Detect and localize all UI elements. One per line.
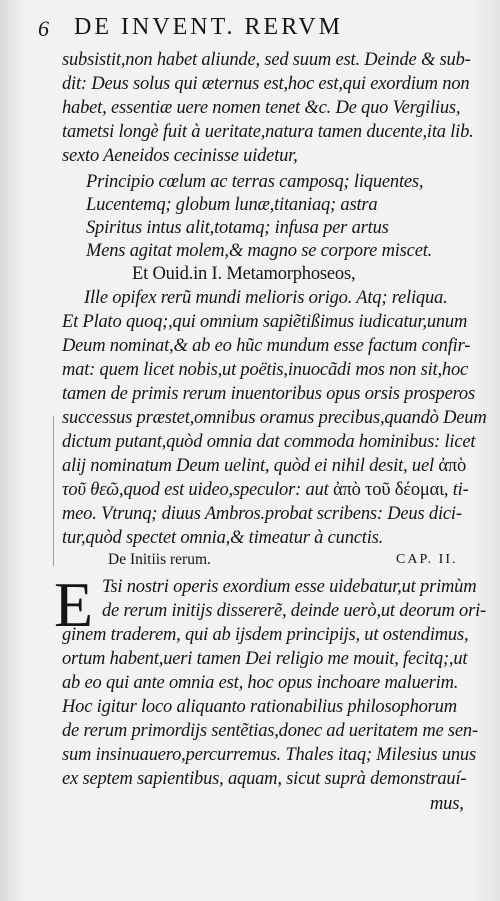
chapter-title: De Initiis rerum. (108, 551, 211, 568)
ovid-line: Ille opifex rerũ mundi melioris origo. Atq; reliqua. (84, 288, 448, 308)
text-line: ortum habent,ueri tamen Dei religio me mouit, fecitq;,ut (62, 649, 468, 669)
running-head: DE INVENT. RERVM (74, 14, 343, 40)
catchword: mus, (430, 794, 464, 814)
text-line: successus præstet,omnibus oramus precibus,quandò Deum (62, 408, 487, 428)
text-line: Tsi nostri operis exordium esse uidebatur,ut primùm (102, 577, 477, 597)
greek-word: ἀπὸ (438, 456, 467, 476)
text-line: habet, essentiæ uere nomen tenet &c. De quo Vergilius, (62, 98, 461, 118)
verse-line: Principio cœlum ac terras camposq; liquentes, (86, 172, 424, 192)
text-line: ginem traderem, qui ab ijsdem principijs, ut ostendimus, (62, 625, 469, 645)
greek-word: ἀπὸ τοῦ δέομαι, (332, 480, 449, 500)
text-line: mat: quem licet nobis,ut poëtis,inuocãdi mos non sit,hoc (62, 360, 469, 380)
text-line: tamen de primis rerum inuentoribus opus orsis prosperos (62, 384, 475, 404)
text-segment: τοῦ θεῶ,quod est uideo,speculor: aut (62, 480, 329, 500)
text-segment: ti- (452, 480, 469, 500)
text-line: tametsi longè fuit à ueritate,natura tamen ducente,ita lib. (62, 122, 474, 142)
text-line: sum insinuauero,percurremus. Thales itaq; Milesius unus (62, 745, 476, 765)
text-line: dictum putant,quòd omnia dat commoda hominibus: licet (62, 432, 476, 452)
text-line: subsistit,non habet aliunde, sed suum est. Deinde & sub- (62, 50, 471, 70)
verse-line: Mens agitat molem,& magno se corpore miscet. (86, 241, 433, 261)
text-line: Et Plato quoq;,qui omnium sapiẽtißimus iudicatur,unum (62, 312, 468, 332)
text-segment: alij nominatum Deum uelint, quòd ei nihil desit, uel (62, 456, 434, 476)
text-line: ab eo qui ante omnia est, hoc opus inchoare maluerim. (62, 673, 459, 693)
text-line: dit: Deus solus qui æternus est,hoc est,qui exordium non (62, 74, 470, 94)
text-line: meo. Vtrunq; diuus Ambros.probat scribens: Deus dici- (62, 504, 462, 524)
text-line: sexto Aeneidos cecinisse uidetur, (62, 146, 298, 166)
text-line (62, 454, 466, 478)
verse-line: Spiritus intus alit,totamq; infusa per artus (86, 218, 389, 238)
margin-mark (53, 416, 54, 566)
ovid-intro: Et Ouid.in I. Metamorphoseos, (132, 264, 356, 284)
page-header (38, 14, 478, 44)
chapter-label: CAP. II. (396, 552, 458, 567)
text-line (62, 478, 469, 502)
text-line: ex septem sapientibus, aquam, sicut suprà demonstrauí- (62, 769, 467, 789)
text-line: tur,quòd spectet omnia,& timeatur à cunctis. (62, 528, 384, 548)
text-line: Hoc igitur loco aliquanto rationabilius philosophorum (62, 697, 457, 717)
text-line: Deum nominat,& ab eo hũc mundum esse factum confir- (62, 336, 471, 356)
text-line: de rerum primordijs sentẽtias,donec ad ueritatem me sen- (62, 721, 478, 741)
verse-line: Lucentemq; globum lunæ,titaniaq; astra (86, 195, 378, 215)
text-line: de rerum initijs dissererẽ, deinde uerò,ut deorum ori- (102, 601, 486, 621)
page-number: 6 (38, 16, 49, 41)
drop-cap: E (54, 569, 94, 640)
